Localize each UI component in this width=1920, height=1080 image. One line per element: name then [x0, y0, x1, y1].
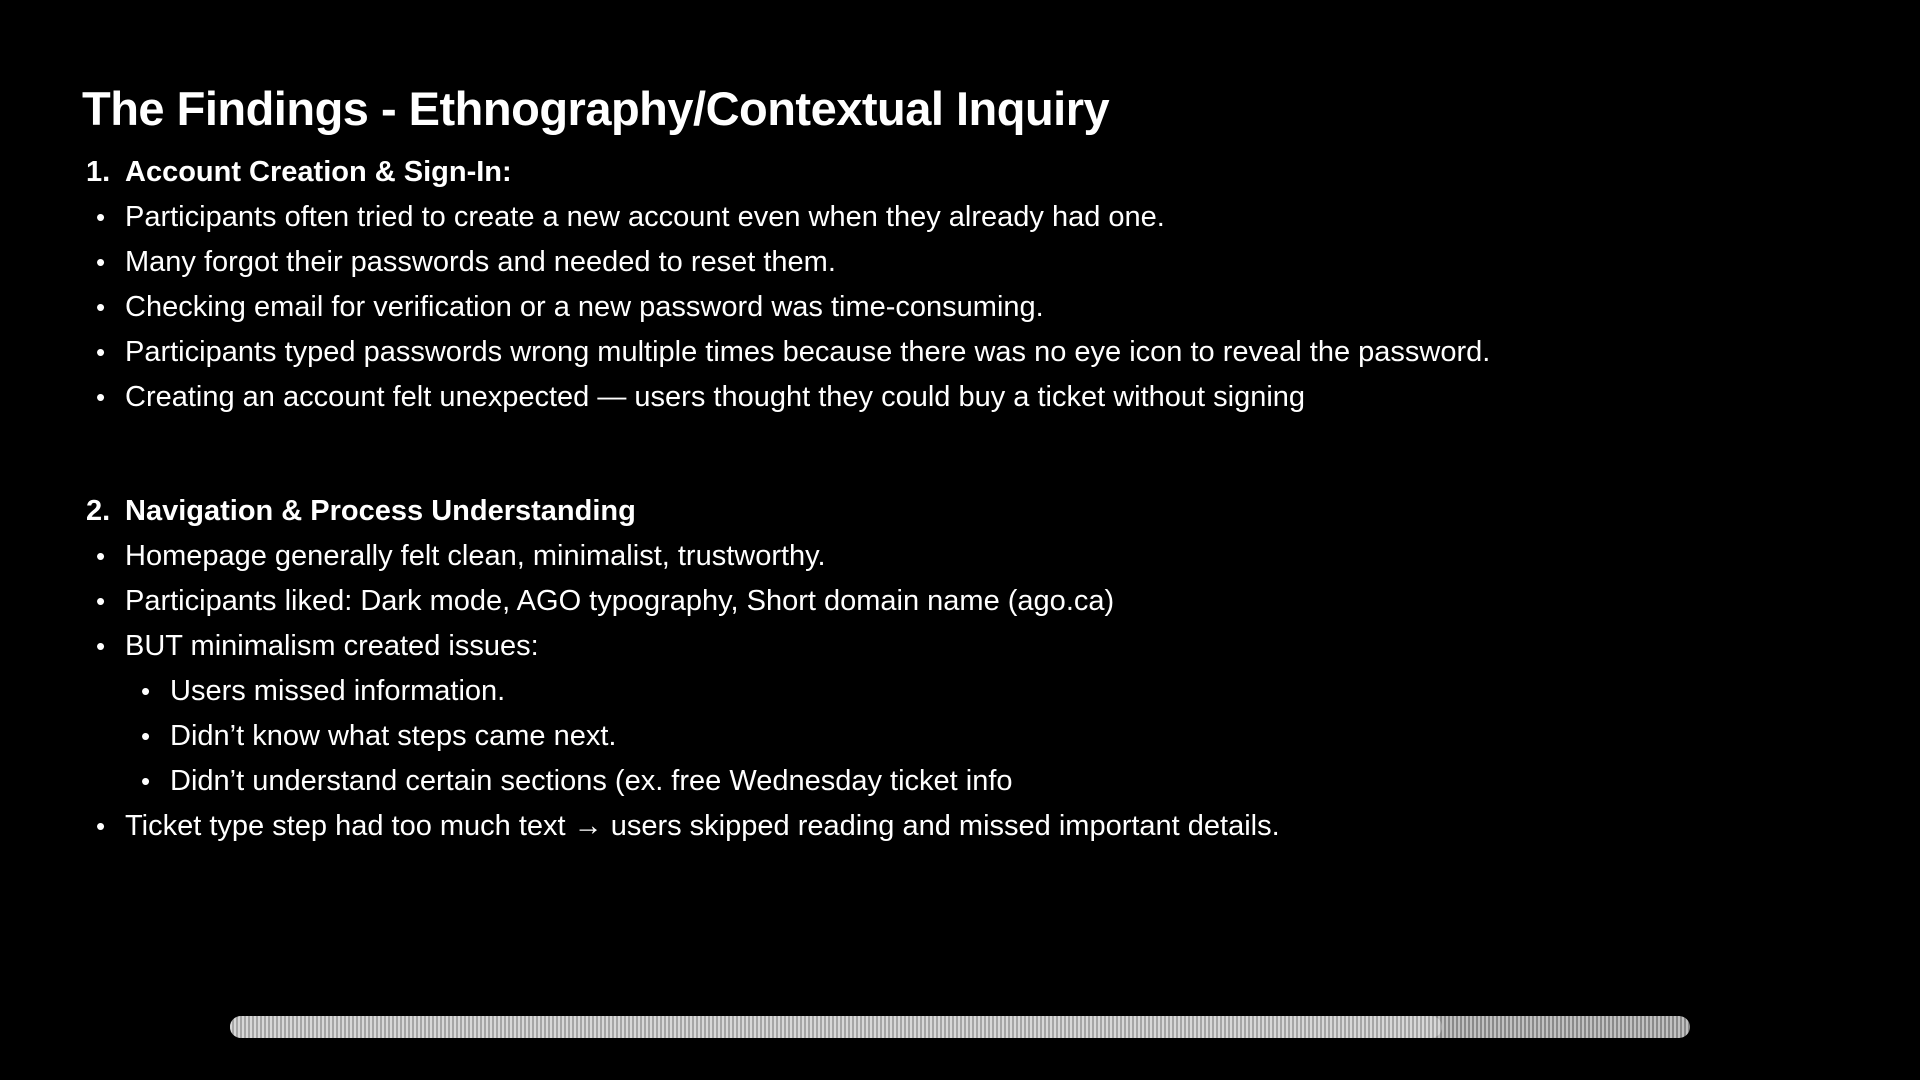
bullet-icon: • [96, 541, 106, 571]
bullet-icon: • [141, 721, 151, 751]
list-item-text: Checking email for verification or a new password was time-consuming. [125, 291, 1044, 323]
section-number: 1. [86, 156, 111, 188]
list-item-text: Many forgot their passwords and needed to reset them. [125, 246, 836, 278]
list-item [86, 240, 1846, 285]
list-item [86, 375, 1846, 420]
bullet-icon: • [96, 382, 106, 412]
list-item [86, 330, 1846, 375]
bullet-icon: • [141, 766, 151, 796]
list-item-text: Ticket type step had too much text → users skipped reading and missed important details. [125, 810, 1280, 842]
list-item-text: Creating an account felt unexpected — users thought they could buy a ticket without signing [125, 381, 1306, 413]
list-item-text: Homepage generally felt clean, minimalist, trustworthy. [125, 540, 826, 572]
bullet-icon: • [96, 292, 106, 322]
list-item [86, 579, 1846, 624]
sub-list-item-text: Users missed information. [170, 675, 506, 707]
list-item-text: Participants often tried to create a new account even when they already had one. [125, 201, 1165, 233]
sub-list-item [86, 759, 1846, 804]
bullet-icon: • [96, 811, 106, 841]
sub-list-item-text: Didn’t know what steps came next. [170, 720, 617, 752]
bullet-icon: • [96, 631, 106, 661]
horizontal-scrollbar[interactable] [230, 1016, 1690, 1038]
bullet-icon: • [96, 337, 106, 367]
list-item-text: Participants typed passwords wrong multiple times because there was no eye icon to reveal the password. [125, 336, 1491, 368]
section-heading [86, 150, 1846, 195]
list-item [86, 285, 1846, 330]
section-spacer [86, 420, 1846, 489]
slide-content [86, 150, 1846, 849]
sub-list-item [86, 669, 1846, 714]
bullet-icon: • [96, 202, 106, 232]
list-item [86, 624, 1846, 669]
section-number: 2. [86, 495, 111, 527]
bullet-icon: • [141, 676, 151, 706]
bullet-icon: • [96, 586, 106, 616]
list-item-text: Participants liked: Dark mode, AGO typography, Short domain name (ago.ca) [125, 585, 1115, 617]
section-heading-text: Account Creation & Sign-In: [125, 156, 512, 188]
sub-list-item-text: Didn’t understand certain sections (ex. free Wednesday ticket info [170, 765, 1013, 797]
slide-title: The Findings - Ethnography/Contextual Inquiry [82, 82, 1110, 135]
section-heading [86, 489, 1846, 534]
list-item [86, 195, 1846, 240]
scrollbar-thumb[interactable] [230, 1016, 1442, 1038]
sub-list-item [86, 714, 1846, 759]
bullet-icon: • [96, 247, 106, 277]
list-item [86, 804, 1846, 849]
list-item [86, 534, 1846, 579]
section-heading-text: Navigation & Process Understanding [125, 495, 636, 527]
list-item-text: BUT minimalism created issues: [125, 630, 539, 662]
